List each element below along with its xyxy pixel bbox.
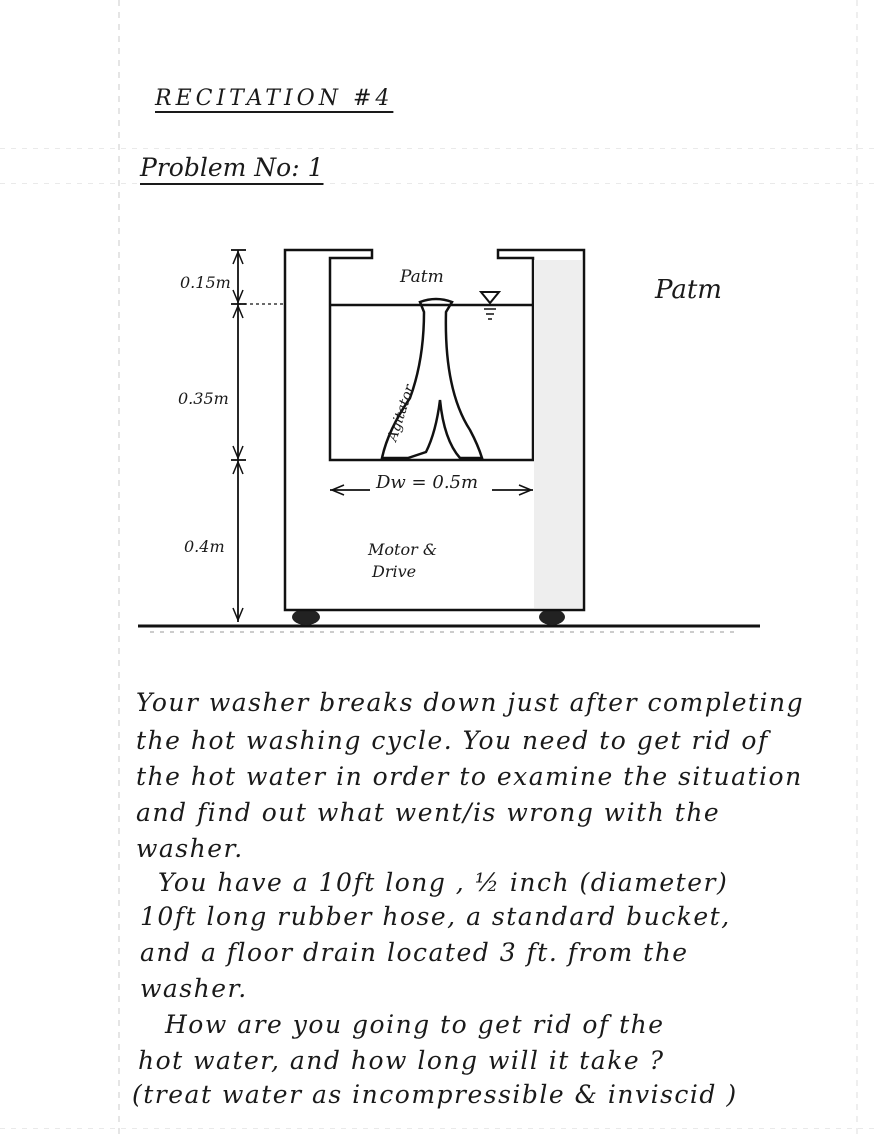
problem-line: (treat water as incompressible & inviscid )	[132, 1080, 738, 1109]
diameter-label: Dw = 0.5m	[376, 472, 479, 493]
problem-line: and a floor drain located 3 ft. from the	[140, 938, 689, 967]
problem-line: washer.	[136, 834, 244, 863]
free-surface-icon	[481, 292, 499, 303]
problem-line: the hot water in order to examine the situation	[136, 762, 803, 791]
problem-line: How are you going to get rid of the	[165, 1010, 665, 1039]
cabinet-shading	[534, 260, 582, 608]
washer-foot-left	[292, 609, 320, 625]
dimension-0-15m: 0.15m	[180, 273, 231, 292]
agitator-label: Agitator	[384, 382, 418, 444]
patm-inside-label: Patm	[400, 267, 444, 287]
problem-line: the hot washing cycle. You need to get rid of	[136, 726, 769, 755]
drive-label: Drive	[372, 562, 417, 581]
problem-line: washer.	[140, 974, 248, 1003]
problem-line: 10ft long rubber hose, a standard bucket,	[140, 902, 731, 931]
patm-outside-label: Patm	[655, 275, 722, 305]
page-title: RECITATION #4	[155, 86, 394, 111]
problem-line: hot water, and how long will it take ?	[138, 1046, 665, 1075]
dimension-0-4m: 0.4m	[184, 537, 225, 556]
washer-foot-right	[539, 609, 565, 625]
problem-heading: Problem No: 1	[140, 153, 324, 182]
motor-label: Motor &	[368, 540, 438, 559]
dimension-0-35m: 0.35m	[178, 389, 229, 408]
problem-line: and find out what went/is wrong with the	[136, 798, 721, 827]
problem-line: You have a 10ft long , ½ inch (diameter)	[158, 868, 729, 897]
scan-artifact-h3	[0, 1128, 880, 1129]
problem-line: Your washer breaks down just after completing	[136, 688, 805, 717]
